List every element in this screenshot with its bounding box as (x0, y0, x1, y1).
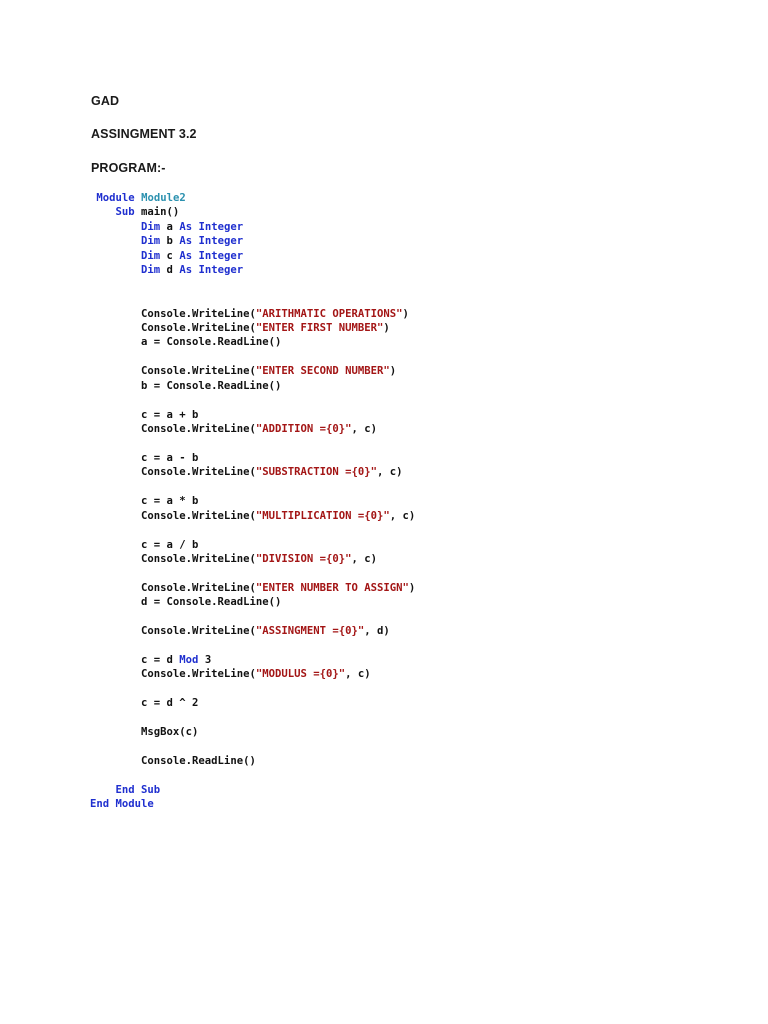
code-token: ) (402, 307, 409, 320)
code-token-kw: End Module (90, 798, 154, 811)
code-token: Console.WriteLine( (90, 307, 256, 320)
code-line (90, 480, 415, 494)
code-line (90, 321, 415, 335)
code-line (90, 278, 415, 292)
code-line (90, 566, 415, 580)
code-token-str: "ENTER FIRST NUMBER" (255, 321, 384, 334)
code-token: , c) (351, 552, 378, 565)
code-token-kw: Dim (141, 264, 161, 277)
code-token-kw: Dim (141, 235, 161, 248)
code-token-kw: Integer (198, 220, 244, 233)
code-token: d (160, 264, 180, 277)
code-line (90, 249, 415, 263)
code-line (90, 711, 415, 725)
code-token-kw: As (179, 249, 193, 262)
code-line (90, 393, 415, 407)
code-token: Console.WriteLine( (90, 466, 256, 479)
code-token-kw: As (179, 235, 193, 248)
assignment-title: ASSINGMENT 3.2 (91, 127, 197, 141)
code-token-kw: End Sub (115, 783, 161, 796)
code-line (90, 364, 415, 378)
code-token: c = a / b (90, 538, 199, 551)
code-line (90, 667, 415, 681)
code-line (90, 436, 415, 450)
code-line (90, 595, 415, 609)
code-token: , c) (345, 668, 371, 681)
code-token (90, 250, 141, 262)
code-token-str: "SUBSTRACTION ={0}" (255, 466, 378, 479)
code-line (90, 523, 415, 537)
code-token-kw: Dim (141, 220, 161, 233)
code-token-str: "MULTIPLICATION ={0}" (255, 509, 390, 522)
code-token-kw: As (179, 264, 193, 277)
code-token: a = Console.ReadLine() (90, 336, 282, 349)
code-token-type: Module2 (141, 192, 186, 204)
code-line (90, 639, 415, 653)
code-line (90, 263, 415, 277)
code-token: ) (383, 321, 390, 334)
code-token-str: "DIVISION ={0}" (255, 552, 352, 565)
code-token: d = Console.ReadLine() (90, 596, 282, 609)
code-token (90, 264, 141, 276)
code-token: Console.WriteLine( (90, 552, 256, 565)
code-token: ) (389, 365, 397, 378)
code-token-kw: Integer (198, 235, 244, 248)
code-line (90, 682, 415, 696)
code-line (90, 220, 415, 234)
code-token-kw: As (179, 220, 193, 233)
code-token: main() (134, 206, 180, 219)
code-line (90, 191, 415, 205)
code-listing (90, 191, 415, 812)
code-token-kw: Integer (198, 264, 244, 277)
code-token-kw: Sub (115, 206, 135, 219)
code-token: Console.WriteLine( (90, 423, 256, 435)
code-token: b (160, 235, 180, 248)
code-line (90, 465, 415, 479)
code-token: Console.WriteLine( (90, 625, 256, 638)
code-token: Console.WriteLine( (90, 668, 256, 681)
code-token: c = d ^ 2 (90, 697, 199, 710)
code-token: a (160, 220, 180, 233)
code-token-kw: Integer (198, 249, 244, 262)
code-line (90, 610, 415, 624)
code-line (90, 379, 415, 393)
code-token: , d) (364, 625, 390, 638)
code-line (90, 769, 415, 783)
code-line (90, 350, 415, 364)
code-line (90, 783, 415, 797)
code-token-str: "ASSINGMENT ={0}" (255, 625, 365, 638)
code-line (90, 552, 415, 566)
code-token: Console.WriteLine( (90, 365, 256, 378)
code-token: Console.WriteLine( (90, 509, 256, 522)
code-token: MsgBox(c) (90, 726, 199, 739)
code-token-str: "ADDITION ={0}" (255, 423, 352, 435)
code-line (90, 451, 415, 465)
code-line (90, 653, 415, 667)
code-token-kw: Dim (141, 249, 161, 262)
code-token: , c) (389, 509, 416, 522)
code-line (90, 494, 415, 508)
code-line (90, 292, 415, 306)
code-token (90, 206, 116, 218)
code-token-str: "ENTER NUMBER TO ASSIGN" (255, 581, 409, 594)
code-line (90, 205, 415, 219)
code-line (90, 754, 415, 768)
code-token: c = a - b (90, 451, 199, 464)
code-line (90, 581, 415, 595)
code-line (90, 797, 415, 811)
code-token: c = a + b (90, 408, 199, 421)
code-line (90, 335, 415, 349)
code-line (90, 696, 415, 710)
code-token-kw: Module (96, 192, 135, 204)
code-token-str: "ENTER SECOND NUMBER" (255, 365, 390, 378)
program-label: PROGRAM:- (91, 161, 166, 175)
code-token-str: "ARITHMATIC OPERATIONS" (255, 307, 403, 320)
code-token: Console.WriteLine( (90, 581, 256, 594)
code-token: c = d (90, 654, 180, 666)
code-line (90, 740, 415, 754)
code-token: , c) (351, 423, 378, 435)
code-line (90, 422, 415, 436)
code-token: ) (408, 581, 416, 594)
code-line (90, 234, 415, 248)
code-token: 3 (198, 654, 212, 666)
code-token: , c) (377, 466, 403, 479)
code-token (90, 235, 141, 247)
code-token: Console.WriteLine( (90, 321, 256, 334)
code-line (90, 509, 415, 523)
code-line (90, 408, 415, 422)
code-token: c (160, 249, 180, 262)
code-line (90, 307, 415, 321)
code-token: b = Console.ReadLine() (90, 379, 282, 392)
code-token (90, 784, 116, 796)
code-token: c = a * b (90, 495, 199, 508)
course-title: GAD (91, 94, 120, 108)
code-token (90, 221, 141, 233)
code-line (90, 538, 415, 552)
code-token: Console.ReadLine() (90, 755, 256, 768)
code-token-str: "MODULUS ={0}" (255, 668, 346, 681)
code-line (90, 725, 415, 739)
code-line (90, 624, 415, 638)
code-token-kw: Mod (179, 654, 199, 666)
